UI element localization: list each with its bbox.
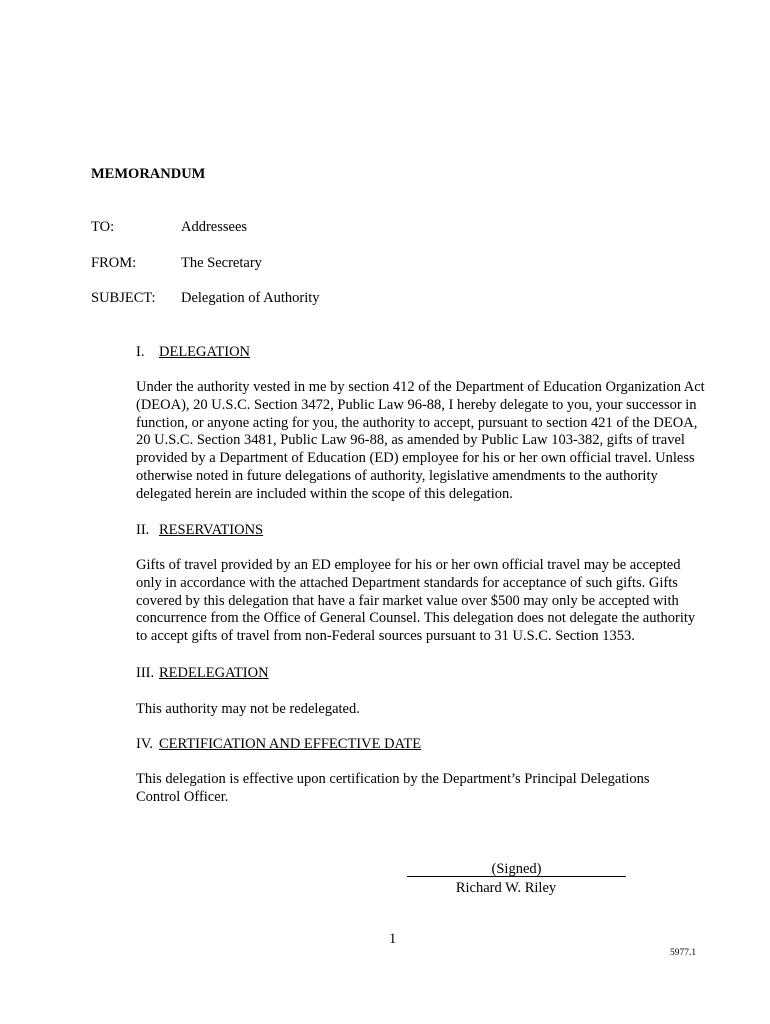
- section-title-delegation: DELEGATION: [159, 344, 251, 360]
- section-number: II.: [136, 522, 150, 538]
- from-value: The Secretary: [181, 255, 262, 271]
- section-body-reservations: Gifts of travel provided by an ED employee for his or her own official travel may be accepted only in accordance with the attached Department standards for acceptance of such gifts. Gifts covered by this delegation that have a fair market value over $500 may only be accepted with concurrence from the Office of General Counsel. This delegation does not delegate the authority to accept gifts of travel from non-Federal sources pursuant to 31 U.S.C. Section 1353.: [136, 557, 696, 645]
- section-number: I.: [136, 344, 145, 360]
- section-body-delegation: Under the authority vested in me by section 412 of the Department of Education Organization Act (DEOA), 20 U.S.C. Section 3472, Public Law 96-88, I hereby delegate to you, your successor in function, or anyone acting for you, the authority to accept, pursuant to section 421 of the DEOA, 20 U.S.C. Section 3481, Public Law 96-88, as amended by Public Law 103-382, gifts of travel provided by a Department of Education (ED) employee for his or her own official travel. Unless otherwise noted in future delegations of authority, legislative amendments to the authority delegated herein are included within the scope of this delegation.: [136, 379, 705, 502]
- from-label: FROM:: [91, 255, 137, 271]
- memo-title: MEMORANDUM: [91, 166, 206, 182]
- section-body-certification: This delegation is effective upon certification by the Department’s Principal Delegations Control Officer.: [136, 771, 650, 805]
- subject-value: Delegation of Authority: [181, 290, 320, 306]
- signature-name: Richard W. Riley: [455, 880, 557, 896]
- section-number: IV.: [136, 736, 154, 752]
- document-code: 5977.1: [670, 948, 697, 958]
- page-number: 1: [389, 931, 397, 947]
- section-number: III.: [136, 665, 155, 681]
- signature-signed: (Signed): [491, 861, 542, 877]
- signature-line: [407, 876, 626, 877]
- subject-label: SUBJECT:: [91, 290, 156, 306]
- section-title-redelegation: REDELEGATION: [159, 665, 269, 681]
- to-label: TO:: [91, 219, 115, 235]
- section-body-redelegation: This authority may not be redelegated.: [136, 701, 360, 717]
- section-title-certification: CERTIFICATION AND EFFECTIVE DATE: [159, 736, 422, 752]
- section-title-reservations: RESERVATIONS: [159, 522, 264, 538]
- to-value: Addressees: [181, 219, 248, 235]
